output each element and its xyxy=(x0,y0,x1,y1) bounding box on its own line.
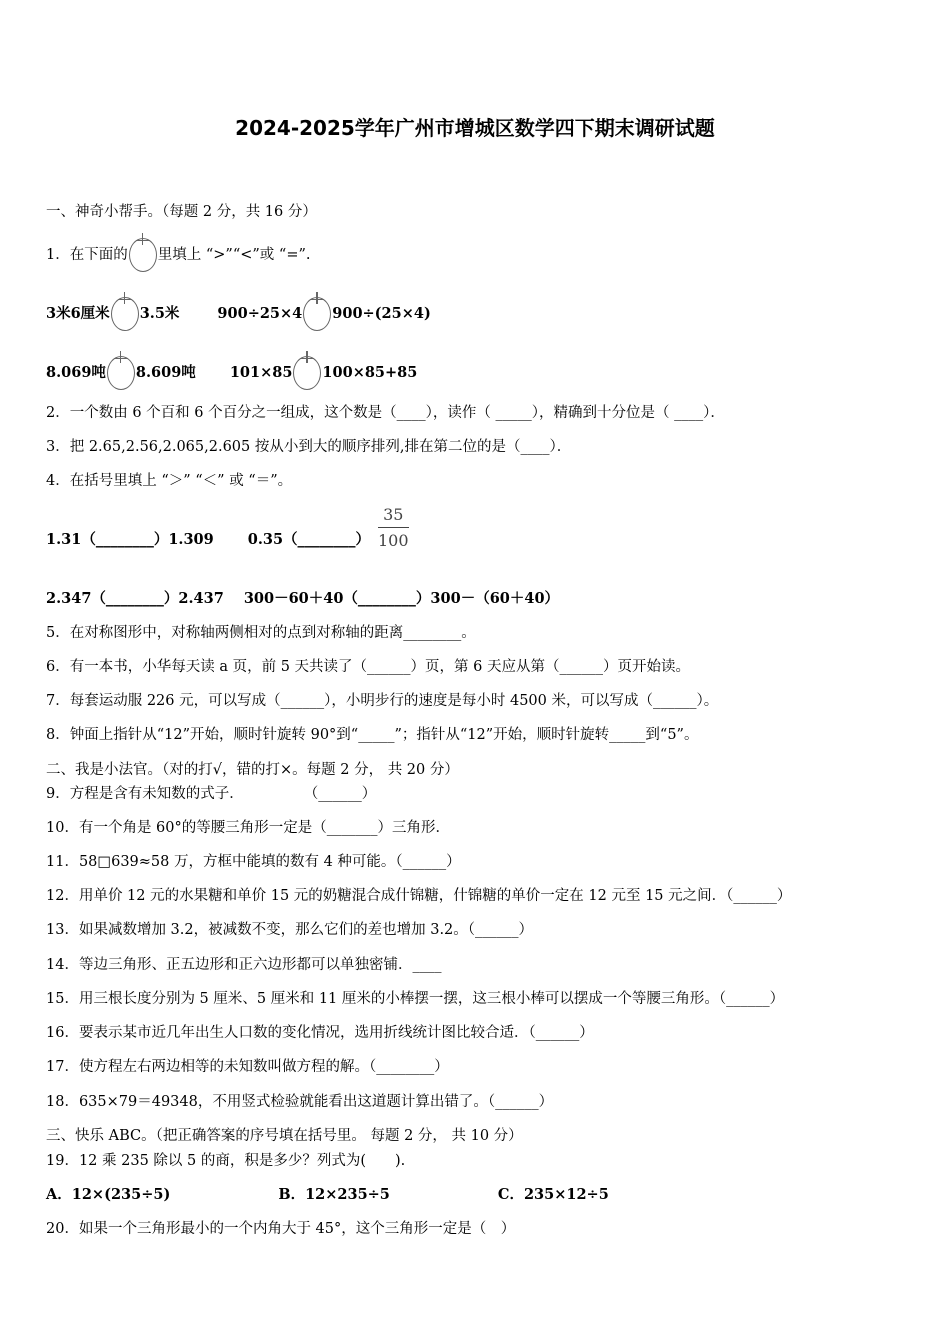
fraction-numerator: 35 xyxy=(383,505,404,524)
section-3-heading: 三、快乐 ABC。（把正确答案的序号填在括号里。 每题 2 分， 共 10 分） xyxy=(46,1128,523,1144)
fraction-denominator: 100 xyxy=(378,531,409,550)
question-13: 13．如果减数增加 3.2，被减数不变，那么它们的差也增加 3.2。（______） xyxy=(46,922,534,938)
q1-text-a: 1．在下面的 xyxy=(46,247,128,263)
q4-r2-right: 300－60＋40（________）300－（60＋40） xyxy=(243,590,560,607)
q4-r2-left: 2.347（________）2.437 xyxy=(46,590,224,607)
question-4: 4．在括号里填上 “＞” “＜” 或 “＝”。 xyxy=(46,473,293,489)
question-9 xyxy=(46,784,376,804)
q1-r2-right: 8.609吨 xyxy=(135,364,196,381)
question-8: 8．钟面上指针从“12”开始，顺时针旋转 90°到“_____”；指针从“12”开始，顺时针旋转_____到“5”。 xyxy=(46,727,699,743)
q1-r2b-left: 101×85 xyxy=(229,364,293,381)
option-b: B．12×235÷5 xyxy=(278,1186,390,1203)
q1-r1b-right: 900÷(25×4) xyxy=(332,305,431,322)
answer-circle-icon xyxy=(303,297,331,331)
option-c: C．235×12÷5 xyxy=(497,1186,609,1203)
q1-text-b: 里填上 “>”“<”或 “=”. xyxy=(157,247,311,263)
answer-circle-icon xyxy=(293,356,321,390)
question-17: 17．使方程左右两边相等的未知数叫做方程的解。（________） xyxy=(46,1059,449,1075)
question-2: 2．一个数由 6 个百和 6 个百分之一组成，这个数是（____），读作（ _____），精确到十分位是（ ____）． xyxy=(46,405,725,421)
question-1-row-1 xyxy=(46,297,431,331)
q4-r1-right: 0.35（________） xyxy=(247,531,371,548)
q9-blank: （______） xyxy=(303,786,377,802)
fraction-bar xyxy=(378,527,409,528)
q1-r2-left: 8.069吨 xyxy=(46,364,106,381)
q1-r1b-left: 900÷25×4 xyxy=(217,305,303,322)
question-19-options xyxy=(46,1185,609,1205)
question-16: 16．要表示某市近几年出生人口数的变化情况，选用折线统计图比较合适．（______） xyxy=(46,1025,594,1041)
option-a: A．12×(235÷5) xyxy=(46,1186,171,1203)
question-4-row-2 xyxy=(46,589,559,609)
question-1 xyxy=(46,238,311,272)
question-5: 5．在对称图形中，对称轴两侧相对的点到对称轴的距离________。 xyxy=(46,625,476,641)
fraction-35-100 xyxy=(378,505,409,550)
section-2-heading: 二、我是小法官。（对的打√，错的打×。每题 2 分， 共 20 分） xyxy=(46,762,459,778)
answer-circle-icon xyxy=(107,356,135,390)
question-12: 12．用单价 12 元的水果糖和单价 15 元的奶糖混合成什锦糖，什锦糖的单价一定在 12 元至 15 元之间．（______） xyxy=(46,888,792,904)
question-3: 3．把 2.65,2.56,2.065,2.605 按从小到大的顺序排列,排在第二位的是（____）． xyxy=(46,439,572,455)
answer-circle-icon xyxy=(111,297,139,331)
question-1-row-2 xyxy=(46,356,417,390)
question-20: 20．如果一个三角形最小的一个内角大于 45°，这个三角形一定是（ ） xyxy=(46,1221,516,1237)
q9-text: 9．方程是含有未知数的式子． xyxy=(46,786,244,802)
page-title: 2024-2025学年广州市增城区数学四下期末调研试题 xyxy=(235,116,715,140)
question-4-row-1 xyxy=(46,530,370,550)
question-19: 19．12 乘 235 除以 5 的商，积是多少？列式为( ). xyxy=(46,1153,406,1169)
question-6: 6．有一本书，小华每天读 a 页，前 5 天共读了（______）页，第 6 天应从第（______）页开始读。 xyxy=(46,659,690,675)
q4-r1-left: 1.31（________）1.309 xyxy=(46,531,214,548)
question-11: 11．58□639≈58 万，方框中能填的数有 4 种可能。（______） xyxy=(46,854,461,870)
question-15: 15．用三根长度分别为 5 厘米、5 厘米和 11 厘米的小棒摆一摆，这三根小棒可以摆成一个等腰三角形。（______） xyxy=(46,991,785,1007)
question-10: 10．有一个角是 60°的等腰三角形一定是（_______）三角形． xyxy=(46,820,451,836)
question-18: 18．635×79＝49348，不用竖式检验就能看出这道题计算出错了。（______） xyxy=(46,1094,554,1110)
question-14: 14．等边三角形、正五边形和正六边形都可以单独密铺．____ xyxy=(46,957,442,973)
q1-r1-right: 3.5米 xyxy=(139,305,180,322)
q1-r1-left: 3米6厘米 xyxy=(46,305,110,322)
q1-r2b-right: 100×85+85 xyxy=(322,364,418,381)
answer-circle-icon xyxy=(129,238,157,272)
question-7: 7．每套运动服 226 元，可以写成（______），小明步行的速度是每小时 4500 米，可以写成（______）。 xyxy=(46,693,719,709)
section-1-heading: 一、神奇小帮手。（每题 2 分，共 16 分） xyxy=(46,204,317,220)
